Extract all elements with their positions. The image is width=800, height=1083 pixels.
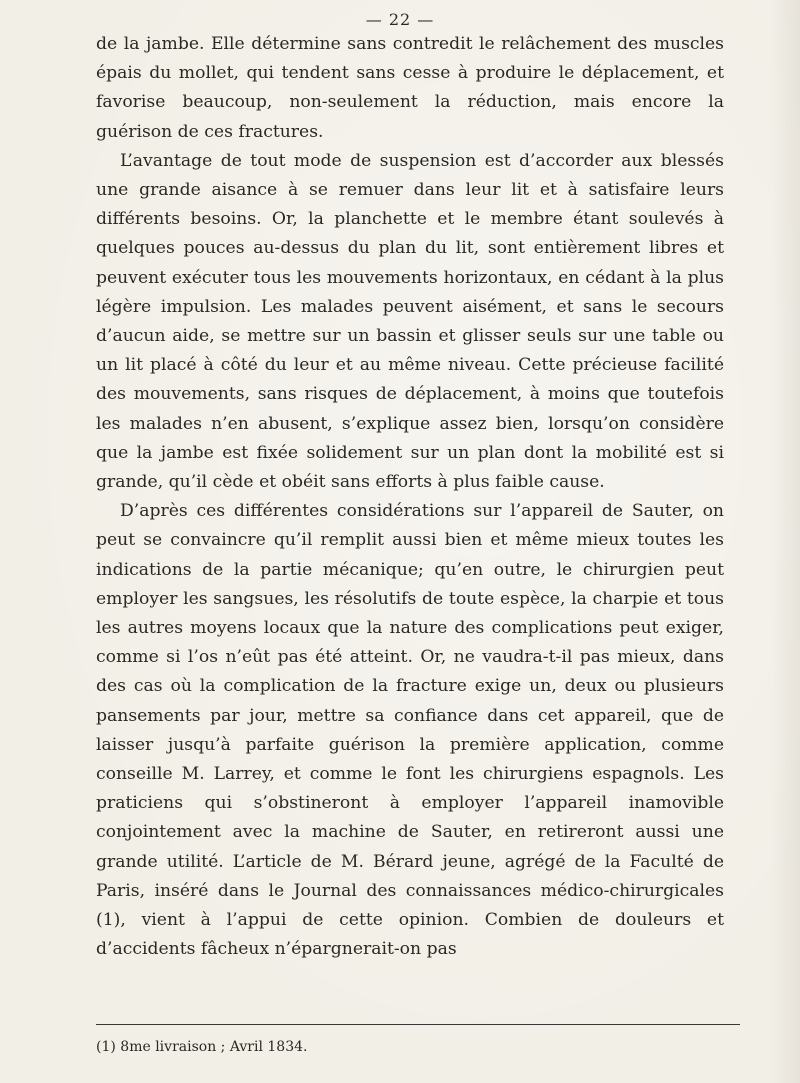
paragraph-2: L’avantage de tout mode de suspension est d’accorder aux blessés une grande aisance à se remuer dans leur lit et à satisfaire leurs différents besoins. Or, la planchette et le membre étant soulevés à quelques pouces au-dessus du plan du lit, sont entièrement libres et peuvent exécuter tous les mouvements horizontaux, en cédant à la plus légère impulsion. Les malades peuvent aisément, et sans le secours d’aucun aide, se mettre sur un bassin et glisser seuls sur une table ou un lit placé à côté du leur et au même niveau. Cette précieuse facilité des mouvements, sans risques de déplacement, à moins que toutefois les malades n’en abusent, s’explique assez bien, lorsqu’on considère que la jambe est fixée solidement sur un plan dont la mobilité est si grande, qu’il cède et obéit sans efforts à plus faible cause. [96, 150, 724, 493]
scan-shadow-edge [770, 0, 800, 1083]
paragraph-1: de la jambe. Elle détermine sans contredit le relâchement des muscles épais du mollet, qui tendent sans cesse à produire le déplacement, et favorise beaucoup, non-seulement la réduction, mais encore la guérison de ces fractures. [96, 34, 724, 142]
body-text [96, 30, 724, 965]
page-number: — 22 — [365, 10, 435, 29]
footnote: (1) 8me livraison ; Avril 1834. [96, 1039, 308, 1055]
footnote-divider [96, 1024, 740, 1025]
paragraph-3: D’après ces différentes considérations sur l’appareil de Sauter, on peut se convaincre qu’il remplit aussi bien et même mieux toutes les indications de la partie mécanique; qu’en outre, le chirurgien peut employer les sangsues, les résolutifs de toute espèce, la charpie et tous les autres moyens locaux que la nature des complications peut exiger, comme si l’os n’eût pas été atteint. Or, ne vaudra-t-il pas mieux, dans des cas où la complication de la fracture exige un, deux ou plusieurs pansements par jour, mettre sa confiance dans cet appareil, que de laisser jusqu’à parfaite guérison la première application, comme conseille M. Larrey, et comme le font les chirurgiens espagnols. Les praticiens qui s’obstineront à employer l’appareil inamovible conjointement avec la machine de Sauter, en retireront aussi une grande utilité. L’article de M. Bérard jeune, agrégé de la Faculté de Paris, inséré dans le Journal des connaissances médico-chirurgicales (1), vient à l’appui de cette opinion. Combien de douleurs et d’accidents fâcheux n’épargnerait-on pas [96, 501, 724, 960]
